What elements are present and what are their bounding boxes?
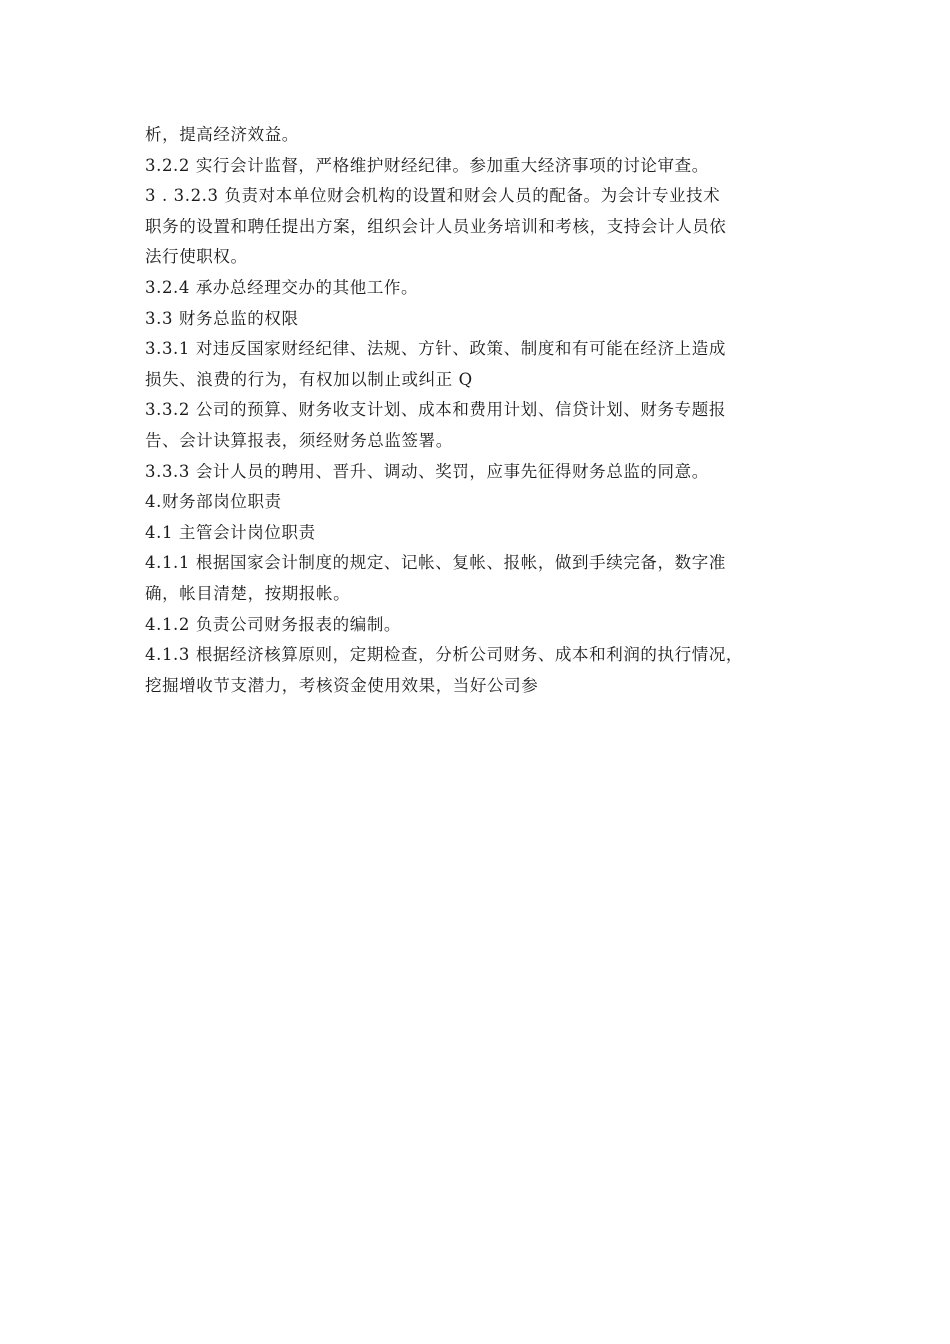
section-heading: 3.3 财务总监的权限 (145, 308, 299, 328)
text-line: 损失、浪费的行为，有权加以制止或纠正 Q (145, 369, 473, 389)
section-heading: 4.财务部岗位职责 (145, 492, 282, 512)
text-line: 3.2.2 实行会计监督，严格维护财经纪律。参加重大经济事项的讨论审查。 (145, 155, 709, 175)
text-line: 3.3.2 公司的预算、财务收支计划、成本和费用计划、信贷计划、财务专题报 (145, 400, 726, 420)
text-line: 3.3.1 对违反国家财经纪律、法规、方针、政策、制度和有可能在经济上造成 (145, 339, 726, 359)
text-line: 4.1.1 根据国家会计制度的规定、记帐、复帐、报帐，做到手续完备，数字准 (145, 553, 726, 573)
text-line: 法行使职权。 (145, 247, 248, 267)
text-line: 析，提高经济效益。 (145, 125, 299, 144)
document-body (145, 120, 835, 701)
section-heading: 4.1 主管会计岗位职责 (145, 522, 316, 542)
text-line: 告、会计诀算报表，须经财务总监签署。 (145, 430, 453, 450)
text-line: 3.2.4 承办总经理交办的其他工作。 (145, 277, 419, 297)
text-line: 4.1.2 负责公司财务报表的编制。 (145, 614, 402, 634)
text-line: 确，帐目清楚，按期报帐。 (145, 583, 351, 603)
text-line: 3 . 3.2.3 负责对本单位财会机构的设置和财会人员的配备。为会计专业技术 (145, 186, 721, 206)
text-line: 挖掘增收节支潜力，考核资金使用效果，当好公司参 (145, 675, 539, 695)
text-line: 4.1.3 根据经济核算原则，定期检查，分析公司财务、成本和利润的执行情况， (145, 645, 744, 665)
text-line: 3.3.3 会计人员的聘用、晋升、调动、奖罚，应事先征得财务总监的同意。 (145, 461, 709, 481)
text-line: 职务的设置和聘任提出方案，组织会计人员业务培训和考核，支持会计人员依 (145, 216, 727, 236)
